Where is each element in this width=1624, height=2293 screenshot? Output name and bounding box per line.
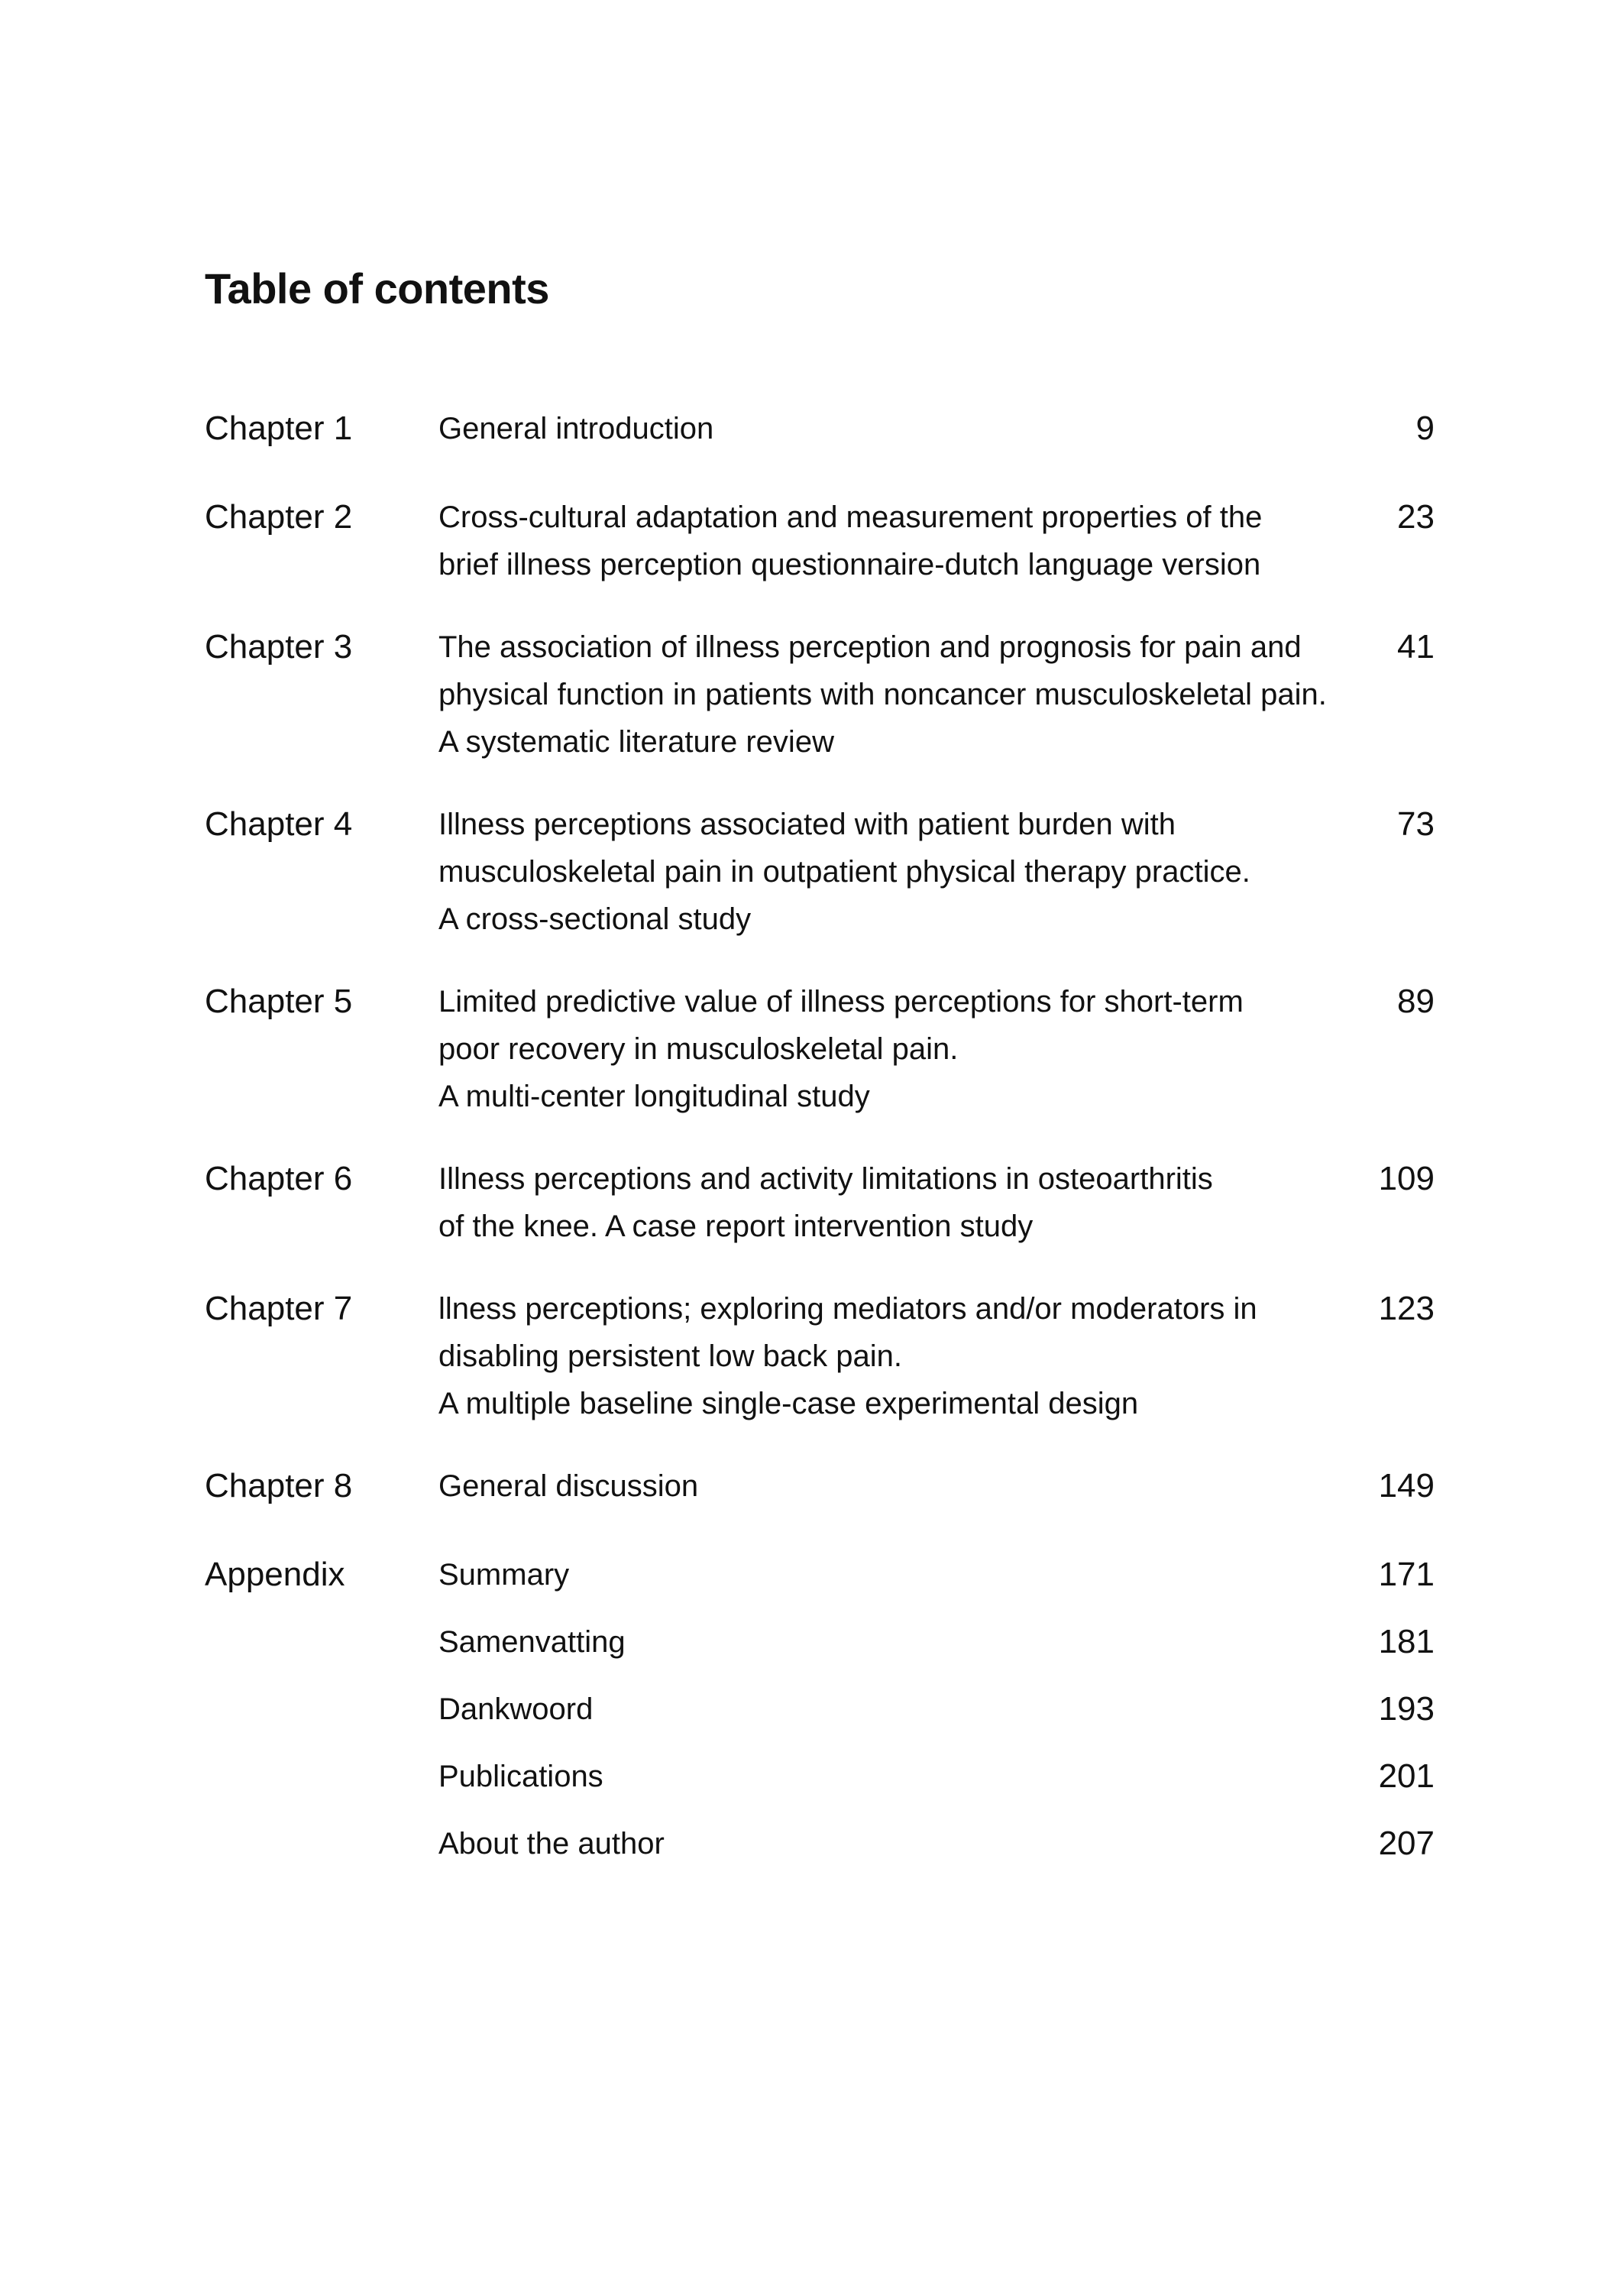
- chapter-title-line: of the knee. A case report intervention study: [438, 1210, 1034, 1243]
- page-number: 23: [1397, 498, 1435, 536]
- chapter-label: Chapter 5: [205, 983, 353, 1020]
- chapter-title-line: A multi-center longitudinal study: [438, 1080, 870, 1113]
- toc-entry-chapter-6: [205, 1155, 1435, 1250]
- page-number: 89: [1397, 983, 1435, 1020]
- chapter-label: Chapter 1: [205, 410, 353, 447]
- page-number: 181: [1378, 1623, 1435, 1660]
- chapter-title-line: The association of illness perception and prognosis for pain and: [438, 630, 1302, 664]
- appendix-item-title: Publications: [438, 1760, 603, 1793]
- chapter-title-line: General discussion: [438, 1469, 699, 1503]
- chapter-label: Chapter 8: [205, 1467, 353, 1504]
- appendix-item: [205, 1551, 1435, 1598]
- appendix-item-title: Dankwoord: [438, 1692, 594, 1726]
- page-number: 109: [1378, 1160, 1435, 1197]
- page-number: 201: [1378, 1757, 1435, 1795]
- appendix-item: [205, 1753, 1435, 1800]
- page-number: 9: [1415, 410, 1435, 447]
- chapter-title-line: Illness perceptions associated with patient burden with: [438, 808, 1176, 841]
- chapter-title-line: musculoskeletal pain in outpatient physical therapy practice.: [438, 855, 1250, 889]
- chapter-title-line: A systematic literature review: [438, 725, 834, 759]
- toc-entry-chapter-5: [205, 978, 1435, 1120]
- page-number: 207: [1378, 1825, 1435, 1862]
- chapter-label: Chapter 6: [205, 1160, 353, 1197]
- chapter-title-line: Cross-cultural adaptation and measurement properties of the: [438, 500, 1263, 534]
- chapter-title-line: brief illness perception questionnaire-dutch language version: [438, 548, 1261, 581]
- chapter-title-line: General introduction: [438, 412, 714, 445]
- chapter-label: Chapter 3: [205, 628, 353, 666]
- appendix-item-title: Summary: [438, 1558, 570, 1592]
- chapter-label: Chapter 7: [205, 1290, 353, 1327]
- page-number: 171: [1378, 1556, 1435, 1593]
- page-number: 193: [1378, 1690, 1435, 1728]
- chapter-label: Chapter 2: [205, 498, 353, 536]
- chapter-title-line: llness perceptions; exploring mediators and/or moderators in: [438, 1292, 1257, 1326]
- chapter-title-line: Illness perceptions and activity limitations in osteoarthritis: [438, 1162, 1213, 1196]
- appendix-item: [205, 1686, 1435, 1733]
- toc-entry-chapter-4: [205, 801, 1435, 943]
- chapter-title-line: disabling persistent low back pain.: [438, 1339, 903, 1373]
- chapter-title-line: A cross-sectional study: [438, 902, 752, 936]
- toc-entry-chapter-8: [205, 1462, 1435, 1510]
- toc-entry-chapter-3: [205, 623, 1435, 766]
- page-title: Table of contents: [205, 264, 549, 313]
- toc-entry-chapter-2: [205, 494, 1435, 588]
- toc-appendix: [205, 1551, 1435, 1867]
- page-number: 73: [1397, 805, 1435, 843]
- page-number: 41: [1397, 628, 1435, 666]
- page-number: 149: [1378, 1467, 1435, 1504]
- toc-entry-chapter-1: [205, 405, 1435, 452]
- chapter-title-line: poor recovery in musculoskeletal pain.: [438, 1032, 959, 1066]
- chapter-label: Chapter 4: [205, 805, 353, 843]
- toc-entry-chapter-7: [205, 1285, 1435, 1427]
- appendix-label: Appendix: [205, 1556, 345, 1593]
- appendix-item: [205, 1820, 1435, 1867]
- chapter-title-line: Limited predictive value of illness perceptions for short-term: [438, 985, 1244, 1019]
- appendix-item: [205, 1618, 1435, 1666]
- chapter-title-line: physical function in patients with noncancer musculoskeletal pain.: [438, 678, 1327, 711]
- appendix-item-title: About the author: [438, 1827, 665, 1861]
- page-number: 123: [1378, 1290, 1435, 1327]
- appendix-item-title: Samenvatting: [438, 1625, 626, 1659]
- table-of-contents: [205, 405, 1435, 1887]
- chapter-title-line: A multiple baseline single-case experimental design: [438, 1387, 1139, 1420]
